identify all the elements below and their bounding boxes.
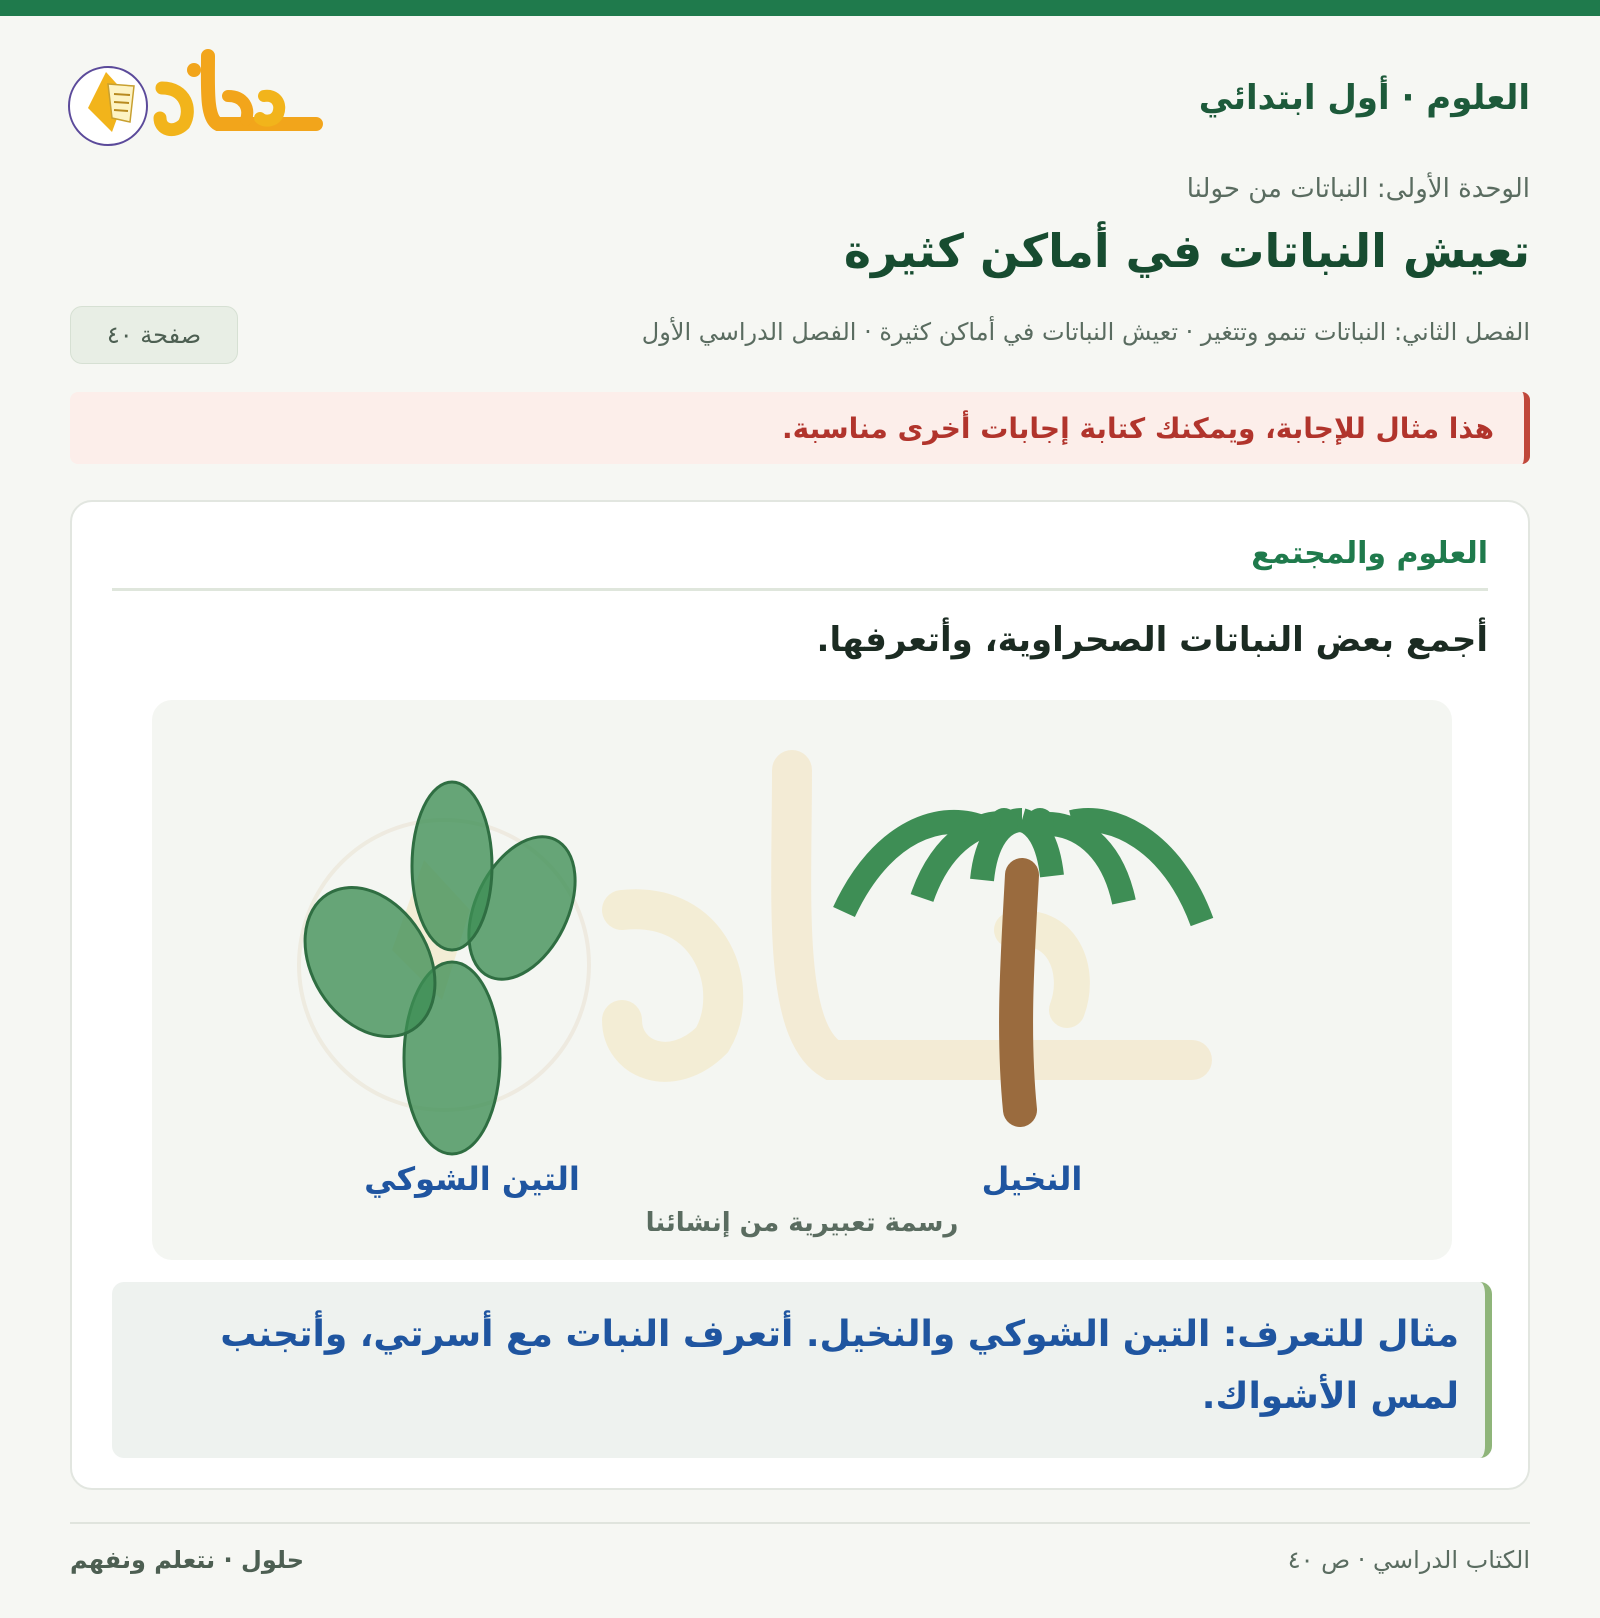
unit-label: الوحدة الأولى: النباتات من حولنا	[1186, 174, 1530, 204]
breadcrumb: الفصل الثاني: النباتات تنمو وتتغير · تعيش النباتات في أماكن كثيرة · الفصل الدراسي الأول	[641, 318, 1530, 346]
hulul-logo	[68, 48, 338, 154]
answer-box	[112, 1282, 1492, 1458]
answer-note-banner	[70, 392, 1530, 464]
page-title: تعيش النباتات في أماكن كثيرة	[843, 224, 1530, 278]
section-heading: العلوم والمجتمع	[1251, 536, 1488, 571]
top-accent-bar	[0, 0, 1600, 16]
subject-grade-label: العلوم · أول ابتدائي	[1198, 78, 1530, 118]
footer-brand-tagline: حلول · نتعلم ونفهم	[70, 1546, 304, 1574]
prickly-pear-label: التين الشوكي	[364, 1160, 580, 1198]
answer-note-text: هذا مثال للإجابة، ويمكنك كتابة إجابات أخرى مناسبة.	[782, 411, 1494, 445]
footer-divider	[70, 1522, 1530, 1524]
page-number-badge: صفحة ٤٠	[70, 306, 238, 364]
prickly-pear-drawing	[278, 782, 596, 1154]
section-divider	[112, 588, 1488, 591]
content-card	[70, 500, 1530, 1490]
question-text: أجمع بعض النباتات الصحراوية، وأتعرفها.	[816, 620, 1488, 660]
answer-text: مثال للتعرف: التين الشوكي والنخيل. أتعرف النبات مع أسرتي، وأتجنب لمس الأشواك.	[220, 1314, 1459, 1417]
illustration-caption: رسمة تعبيرية من إنشائنا	[645, 1208, 959, 1238]
palm-label: النخيل	[981, 1160, 1083, 1198]
illustration-panel	[152, 700, 1452, 1260]
footer-book-reference: الكتاب الدراسي · ص ٤٠	[1287, 1546, 1530, 1574]
